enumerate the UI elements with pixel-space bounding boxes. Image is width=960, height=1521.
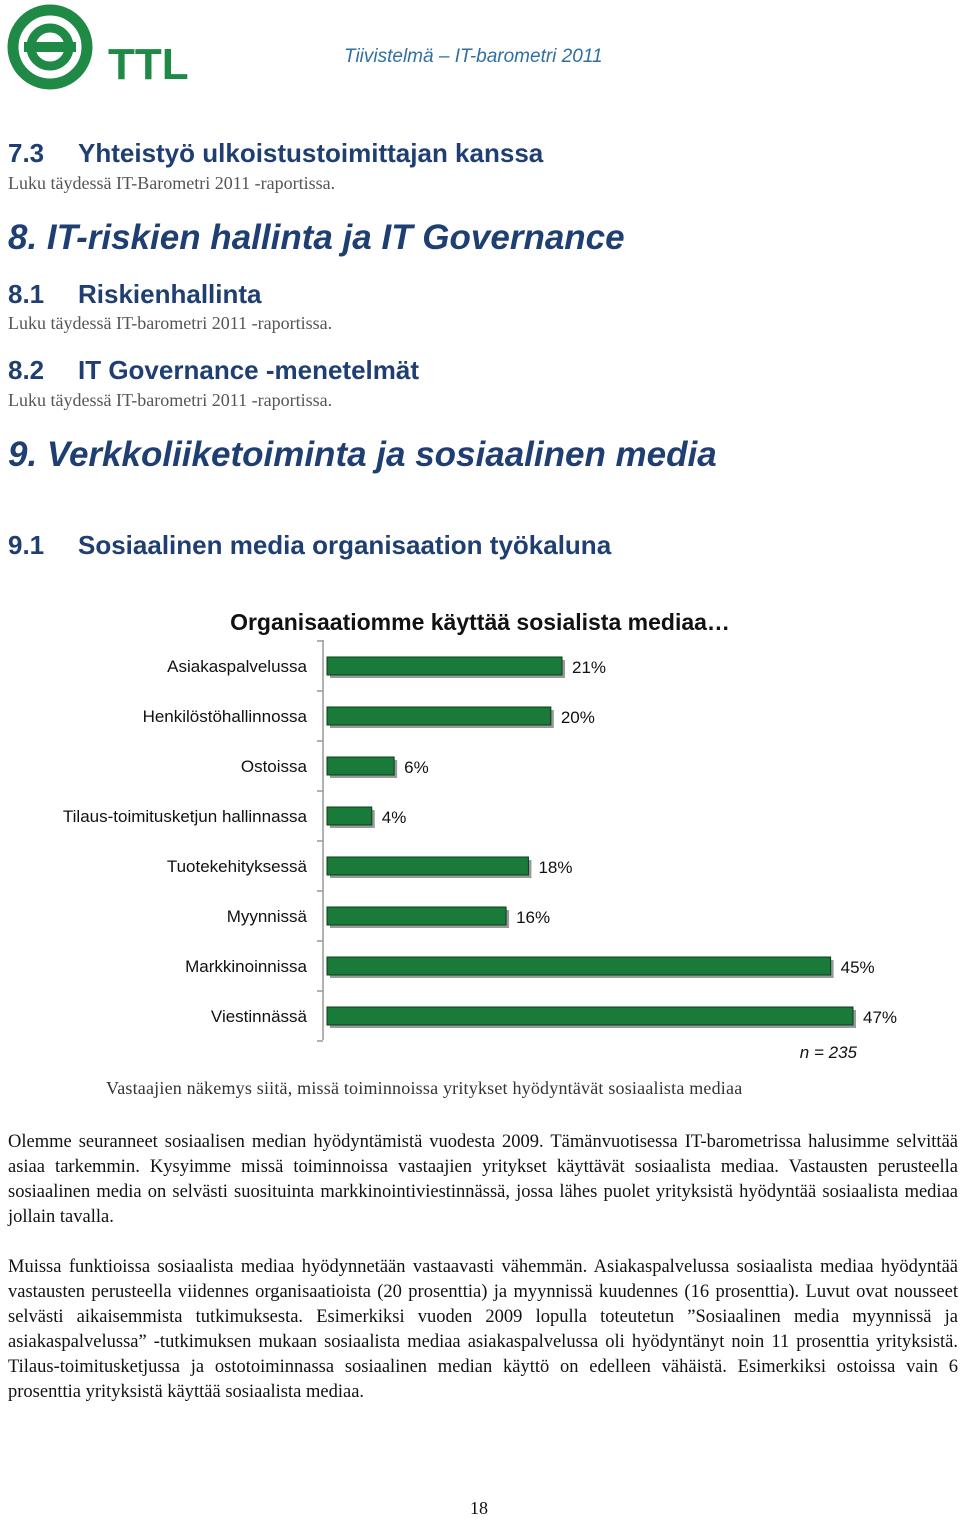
chart-bar [327, 657, 562, 675]
header-title: Tiivistelmä – IT-barometri 2011 [344, 46, 603, 67]
logo-text: TTL [108, 40, 189, 89]
chart-value-label: 21% [572, 658, 607, 677]
chart-bar [327, 707, 551, 725]
chart-caption: Vastaajien näkemys siitä, missä toiminnoissa yritykset hyödyntävät sosiaalista mediaa [106, 1078, 743, 1098]
chart-bar [327, 807, 372, 825]
chart-category-label: Ostoissa [240, 757, 307, 776]
chart-bar [327, 907, 506, 925]
social-media-bar-chart [0, 600, 960, 1120]
chart-value-label: 45% [840, 958, 875, 977]
chart-value-label: 47% [863, 1008, 898, 1027]
heading-9-1 [8, 530, 611, 561]
chart-value-label: 20% [560, 708, 595, 727]
chart-bar [327, 857, 528, 875]
heading-8-1-number: 8.1 [8, 279, 45, 309]
chart-bar [327, 757, 394, 775]
paragraph-1: Olemme seuranneet sosiaalisen median hyödyntämistä vuodesta 2009. Tämänvuotisessa IT-barometrissa halusimme selvittää asiaa tarkemmin. Kysyimme missä toiminnoissa vastaajien yritykset käyttävät sosiaalista mediaa. Vastausten perusteella sosiaalinen media on selvästi suosituinta markkinointiviestinnässä, jossa lähes puolet yrityksistä hyödyntää sosiaalista mediaa jollain tavalla. [8, 1132, 958, 1227]
heading-7-3-number: 7.3 [8, 138, 45, 168]
heading-8-1 [8, 279, 262, 310]
chart-value-label: 4% [381, 808, 407, 827]
heading-8: 8. IT-riskien hallinta ja IT Governance [8, 218, 625, 257]
heading-7-3 [8, 138, 543, 169]
heading-9-1-number: 9.1 [8, 530, 45, 560]
chart-value-label: 16% [516, 908, 551, 927]
chart-category-label: Tuotekehityksessä [166, 857, 307, 876]
paragraph-2: Muissa funktioissa sosiaalista mediaa hyödynnetään vastaavasti vähemmän. Asiakaspalvelussa sosiaalista mediaa hyödyntää vastausten perusteella viidennes organisaatioista (20 prosenttia) ja myynnissä kuudennes (16 prosenttia). Luvut ovat nousseet selvästi aikaisemmista tutkimuksesta. Esimerkiksi vuoden 2009 lopulla toteutetun ”Sosiaalinen media myynnissä ja asiakaspalvelussa” -tutkimuksen mukaan sosiaalista mediaa asiakaspalvelussa oli hyödyntänyt noin 11 prosenttia yrityksistä. Tilaus-toimitusketjussa ja ostotoiminnassa sosiaalinen median käyttö on edelleen vähäistä. Esimerkiksi ostoissa vain 6 prosenttia yrityksistä käyttää sosiaalista mediaa. [8, 1257, 958, 1402]
page-number: 18 [470, 1498, 488, 1518]
ttl-logo [4, 2, 194, 94]
chart-bar [327, 1007, 853, 1025]
chart-n-label: n = 235 [799, 1043, 857, 1062]
chart-category-label: Asiakaspalvelussa [167, 657, 307, 676]
heading-8-2-title: IT Governance -menetelmät [78, 355, 419, 385]
chart-category-label: Tilaus-toimitusketjun hallinnassa [62, 807, 307, 826]
heading-9-1-title: Sosiaalinen media organisaation työkaluna [78, 530, 612, 560]
heading-8-2 [8, 355, 419, 386]
chart-bar [327, 957, 831, 975]
ttl-logo-icon [4, 2, 194, 94]
chart-category-label: Henkilöstöhallinnossa [142, 707, 307, 726]
heading-7-3-title: Yhteistyö ulkoistustoimittajan kanssa [78, 138, 544, 168]
note-7-3: Luku täydessä IT-Barometri 2011 -raportissa. [8, 173, 336, 193]
chart-value-label: 18% [538, 858, 573, 877]
heading-9: 9. Verkkoliiketoiminta ja sosiaalinen media [8, 435, 717, 474]
chart-value-label: 6% [404, 758, 429, 777]
note-8-2: Luku täydessä IT-barometri 2011 -raportissa. [8, 390, 333, 410]
chart-category-label: Myynnissä [226, 907, 307, 926]
chart-category-label: Markkinoinnissa [185, 957, 307, 976]
chart-title: Organisaatiomme käyttää sosialista mediaa… [230, 609, 730, 635]
heading-8-1-title: Riskienhallinta [78, 279, 262, 309]
note-8-1: Luku täydessä IT-barometri 2011 -raportissa. [8, 313, 333, 333]
chart-category-label: Viestinnässä [210, 1007, 307, 1026]
heading-8-2-number: 8.2 [8, 355, 45, 385]
